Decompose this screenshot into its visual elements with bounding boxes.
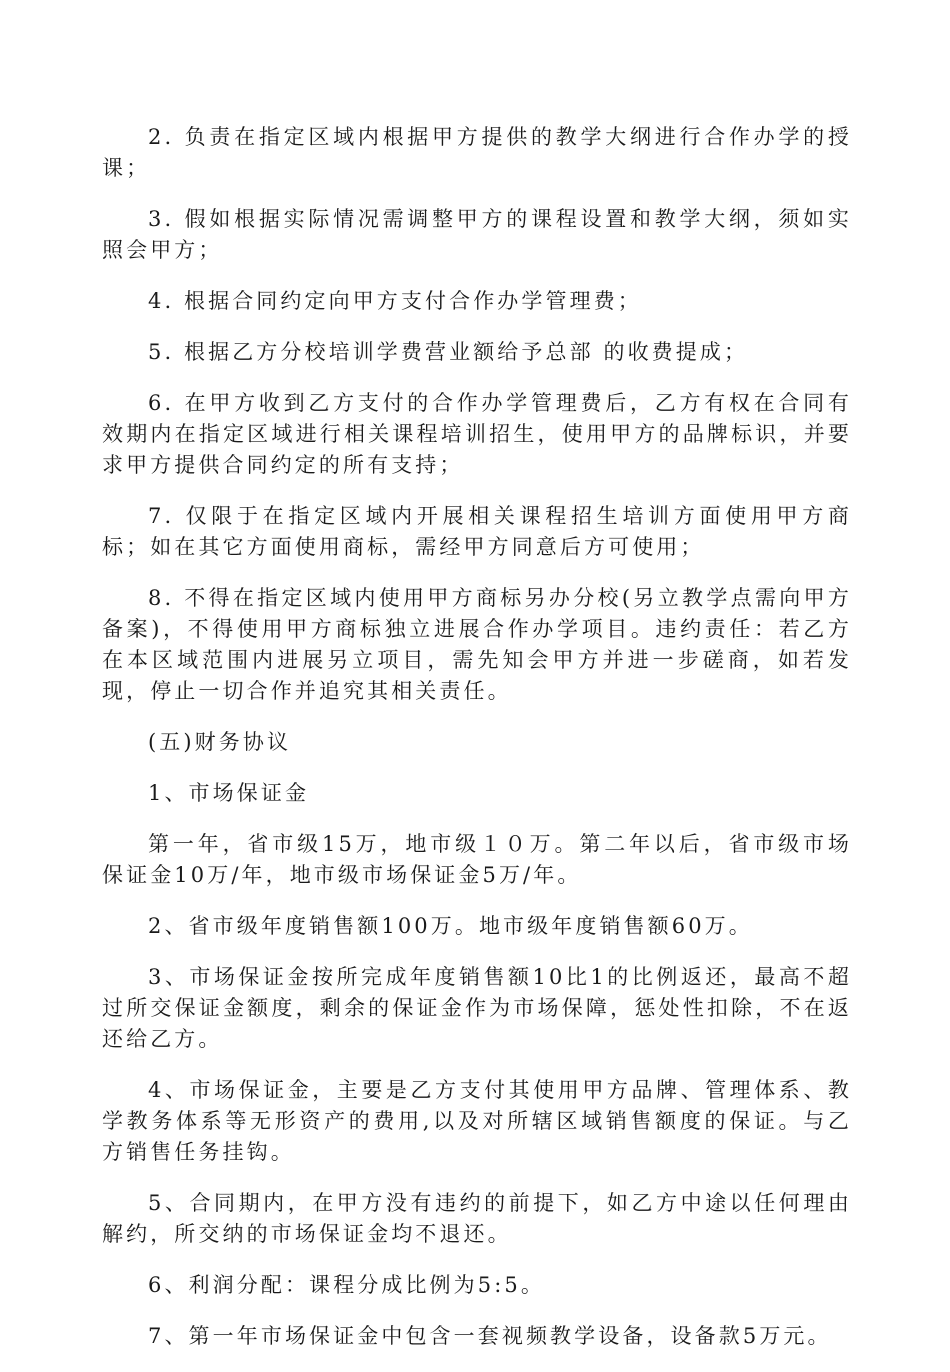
finance-item-6-profit-split: 6、利润分配：课程分成比例为5:5。: [148, 1273, 545, 1297]
clause-5-commission: 5. 根据乙方分校培训学费营业额给予总部 的收费提成；: [148, 340, 749, 364]
finance-item-1-heading: 1、市场保证金: [148, 781, 310, 805]
finance-item-4-deposit-purpose: 4、市场保证金，主要是乙方支付其使用甲方品牌、管理体系、教学教务体系等无形资产的费用,以及对所辖区域销售额度的保证。与乙方销售任务挂钩。: [102, 1078, 852, 1164]
finance-deposit-amounts: 第一年，省市级15万，地市级１０万。第二年以后，省市级市场保证金10万/年，地市级市场保证金5万/年。: [102, 832, 852, 887]
clause-2-teaching: 2. 负责在指定区域内根据甲方提供的教学大纲进行合作办学的授课；: [102, 125, 852, 180]
finance-item-2-sales: 2、省市级年度销售额100万。地市级年度销售额60万。: [148, 914, 753, 938]
clause-8-trademark-restriction: 8. 不得在指定区域内使用甲方商标另办分校(另立教学点需向甲方备案)，不得使用甲方商标独立进展合作办学项目。违约责任：若乙方在本区域范围内进展另立项目，需先知会甲方并进一步磋商，如若发现，停止一切合作并追究其相关责任。: [102, 586, 852, 703]
clause-7-trademark-scope: 7. 仅限于在指定区域内开展相关课程招生培训方面使用甲方商标；如在其它方面使用商标，需经甲方同意后方可使用；: [102, 504, 852, 559]
section-heading-finance: (五)财务协议: [148, 730, 292, 754]
clause-6-rights: 6. 在甲方收到乙方支付的合作办学管理费后，乙方有权在合同有效期内在指定区域进行相关课程培训招生，使用甲方的品牌标识，并要求甲方提供合同约定的所有支持；: [102, 391, 852, 477]
finance-item-7-equipment: 7、第一年市场保证金中包含一套视频教学设备，设备款5万元。: [148, 1324, 832, 1348]
finance-item-5-termination: 5、合同期内，在甲方没有违约的前提下，如乙方中途以任何理由解约，所交纳的市场保证金均不退还。: [102, 1191, 852, 1246]
clause-3-curriculum-adjustment: 3. 假如根据实际情况需调整甲方的课程设置和教学大纲，须如实照会甲方；: [102, 207, 852, 262]
document-body: [102, 122, 852, 1372]
clause-4-management-fee: 4. 根据合同约定向甲方支付合作办学管理费；: [148, 289, 642, 313]
finance-item-3-refund: 3、市场保证金按所完成年度销售额10比1的比例返还，最高不超过所交保证金额度，剩余的保证金作为市场保障，惩处性扣除，不在返还给乙方。: [102, 965, 852, 1051]
